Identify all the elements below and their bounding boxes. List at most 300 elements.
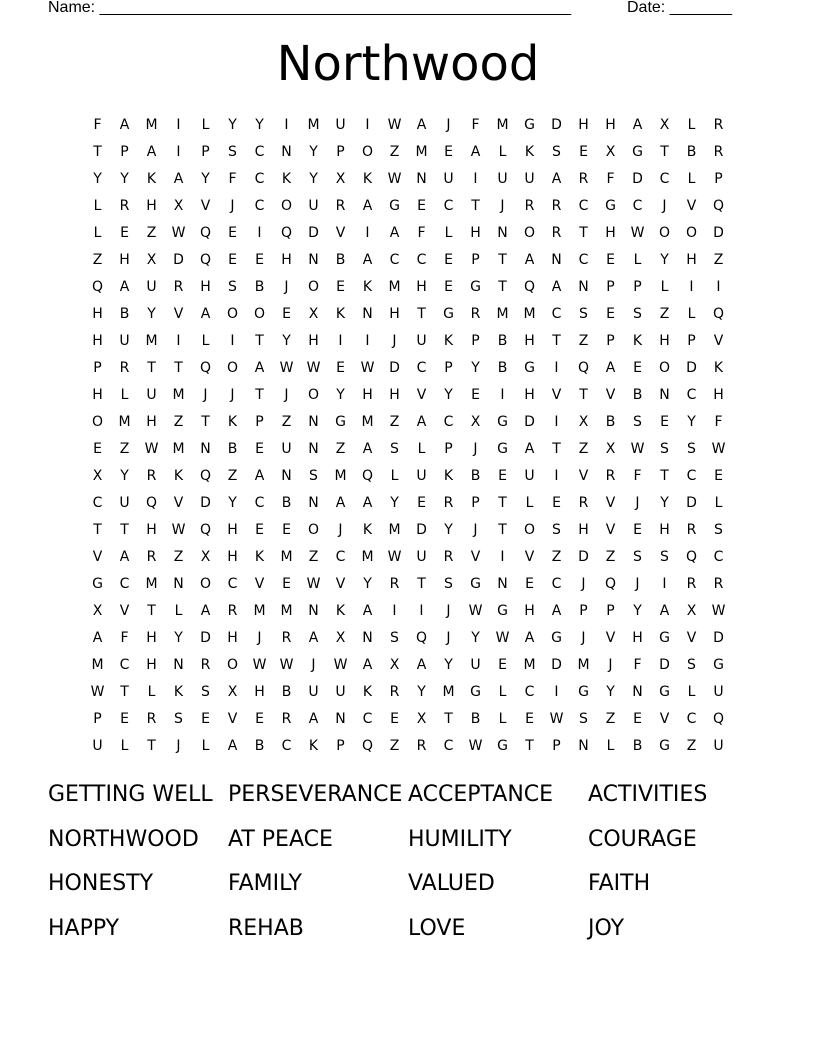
grid-letter: T — [255, 333, 264, 349]
grid-letter: S — [228, 279, 237, 295]
grid-letter: S — [579, 711, 588, 727]
grid-letter: K — [173, 684, 184, 700]
grid-letter: I — [500, 549, 505, 565]
grid-letter: X — [335, 630, 346, 646]
grid-letter: A — [659, 603, 670, 619]
grid-letter: B — [497, 360, 508, 376]
grid-letter: Z — [281, 414, 292, 430]
grid-letter: W — [630, 441, 645, 457]
grid-letter: E — [255, 711, 264, 727]
grid-letter: T — [147, 738, 156, 754]
grid-letter: H — [605, 117, 616, 133]
grid-letter: E — [255, 441, 264, 457]
grid-letter: M — [91, 657, 104, 673]
grid-letter: G — [659, 630, 670, 646]
grid-letter: S — [174, 711, 183, 727]
grid-letter: H — [362, 387, 373, 403]
grid-letter: F — [633, 468, 642, 484]
grid-letter: C — [443, 414, 454, 430]
grid-letter: A — [119, 117, 130, 133]
grid-letter: K — [173, 468, 184, 484]
grid-letter: S — [633, 306, 642, 322]
grid-letter: L — [390, 468, 399, 484]
grid-letter: F — [417, 225, 426, 241]
grid-letter: R — [551, 198, 562, 214]
grid-letter: Z — [227, 468, 238, 484]
grid-letter: Y — [309, 171, 318, 187]
grid-letter: T — [660, 468, 669, 484]
grid-letter: C — [686, 468, 697, 484]
grid-letter: L — [93, 198, 102, 214]
grid-letter: R — [173, 279, 184, 295]
grid-letter: Y — [660, 495, 669, 511]
grid-letter: S — [390, 441, 399, 457]
letter-grid — [84, 112, 732, 760]
grid-letter: E — [120, 225, 129, 241]
grid-letter: V — [173, 495, 184, 511]
grid-letter: S — [633, 414, 642, 430]
grid-letter: I — [554, 684, 559, 700]
grid-letter: Z — [335, 441, 346, 457]
grid-letter: N — [308, 603, 319, 619]
grid-letter: M — [172, 387, 185, 403]
grid-letter: A — [335, 495, 346, 511]
grid-letter: J — [581, 576, 586, 592]
grid-letter: Y — [201, 171, 210, 187]
puzzle-title: Northwood — [276, 36, 540, 92]
grid-letter: X — [605, 144, 616, 160]
grid-letter: J — [500, 198, 505, 214]
grid-letter: Q — [199, 468, 212, 484]
grid-letter: A — [362, 603, 373, 619]
grid-letter: C — [524, 684, 535, 700]
grid-letter: X — [92, 468, 103, 484]
grid-letter: C — [443, 738, 454, 754]
grid-letter: H — [605, 225, 616, 241]
grid-letter: N — [335, 711, 346, 727]
grid-letter: W — [549, 711, 564, 727]
grid-letter: N — [281, 468, 292, 484]
grid-letter: T — [417, 306, 426, 322]
grid-letter: Y — [120, 171, 129, 187]
grid-letter: M — [442, 684, 455, 700]
grid-letter: H — [146, 414, 157, 430]
grid-letter: R — [119, 360, 130, 376]
grid-letter: F — [606, 171, 615, 187]
grid-letter: E — [282, 306, 291, 322]
grid-letter: G — [389, 198, 400, 214]
grid-letter: C — [335, 549, 346, 565]
grid-letter: P — [336, 738, 345, 754]
grid-letter: N — [308, 414, 319, 430]
grid-letter: Z — [389, 144, 400, 160]
grid-letter: Z — [389, 738, 400, 754]
grid-letter: I — [176, 333, 181, 349]
grid-letter: A — [362, 441, 373, 457]
grid-letter: V — [713, 333, 724, 349]
grid-letter: Y — [282, 333, 291, 349]
grid-letter: N — [551, 252, 562, 268]
grid-letter: X — [146, 252, 157, 268]
grid-letter: L — [525, 495, 534, 511]
grid-letter: H — [254, 684, 265, 700]
grid-row — [84, 139, 732, 166]
grid-letter: L — [687, 171, 696, 187]
grid-letter: R — [443, 549, 454, 565]
grid-letter: O — [91, 414, 104, 430]
grid-letter: B — [686, 144, 697, 160]
grid-letter: S — [201, 684, 210, 700]
grid-letter: I — [419, 603, 424, 619]
grid-letter: W — [711, 603, 726, 619]
grid-letter: J — [635, 495, 640, 511]
grid-letter: H — [227, 630, 238, 646]
grid-letter: S — [633, 549, 642, 565]
grid-letter: L — [687, 117, 696, 133]
grid-letter: D — [200, 495, 211, 511]
word-bank-item: PERSEVERANCE — [228, 782, 403, 807]
grid-letter: V — [92, 549, 103, 565]
grid-letter: C — [119, 657, 130, 673]
grid-letter: R — [443, 495, 454, 511]
grid-letter: V — [605, 522, 616, 538]
grid-letter: V — [551, 387, 562, 403]
grid-letter: L — [687, 306, 696, 322]
grid-letter: B — [470, 468, 481, 484]
grid-letter: X — [227, 684, 238, 700]
grid-letter: A — [254, 468, 265, 484]
word-bank-item: FAITH — [588, 871, 651, 896]
grid-letter: Y — [174, 630, 183, 646]
grid-letter: O — [523, 522, 536, 538]
grid-letter: T — [525, 738, 534, 754]
grid-letter: E — [525, 576, 534, 592]
grid-letter: Q — [604, 576, 617, 592]
grid-letter: U — [335, 684, 346, 700]
date-field-label: Date: _______ — [627, 0, 732, 16]
grid-letter: H — [281, 252, 292, 268]
grid-letter: D — [686, 360, 697, 376]
grid-letter: H — [227, 522, 238, 538]
name-field-label: Name: _____________________________________________________ — [48, 0, 572, 16]
grid-letter: Q — [361, 468, 374, 484]
grid-row — [84, 112, 732, 139]
grid-letter: H — [713, 387, 724, 403]
grid-letter: C — [362, 711, 373, 727]
grid-letter: D — [578, 549, 589, 565]
grid-letter: U — [308, 684, 319, 700]
grid-letter: M — [388, 522, 401, 538]
grid-letter: E — [201, 711, 210, 727]
grid-row — [84, 652, 732, 679]
grid-letter: M — [172, 441, 185, 457]
grid-letter: A — [200, 603, 211, 619]
word-bank-item: JOY — [588, 915, 625, 941]
grid-letter: Z — [605, 549, 616, 565]
grid-letter: R — [686, 576, 697, 592]
grid-letter: L — [201, 333, 210, 349]
grid-letter: E — [336, 279, 345, 295]
grid-letter: V — [227, 711, 238, 727]
grid-letter: T — [201, 414, 210, 430]
grid-letter: H — [146, 198, 157, 214]
grid-letter: C — [686, 711, 697, 727]
grid-letter: V — [254, 576, 265, 592]
grid-letter: Z — [119, 441, 130, 457]
grid-letter: P — [606, 603, 615, 619]
word-bank-item: VALUED — [408, 871, 495, 896]
grid-letter: E — [444, 144, 453, 160]
grid-letter: I — [689, 279, 694, 295]
grid-letter: S — [309, 468, 318, 484]
grid-letter: K — [308, 738, 319, 754]
grid-letter: A — [308, 630, 319, 646]
grid-row — [84, 490, 732, 517]
word-bank-item: NORTHWOOD — [48, 826, 199, 852]
grid-letter: X — [416, 711, 427, 727]
grid-letter: H — [659, 333, 670, 349]
grid-letter: Y — [471, 630, 480, 646]
grid-letter: T — [120, 522, 129, 538]
grid-letter: L — [498, 711, 507, 727]
grid-letter: B — [281, 495, 292, 511]
grid-letter: O — [361, 144, 374, 160]
grid-letter: Y — [606, 684, 615, 700]
grid-letter: Y — [336, 387, 345, 403]
grid-letter: B — [470, 711, 481, 727]
grid-letter: M — [415, 144, 428, 160]
grid-letter: H — [119, 252, 130, 268]
grid-letter: W — [279, 657, 294, 673]
grid-letter: Y — [687, 414, 696, 430]
grid-letter: T — [93, 522, 102, 538]
grid-letter: R — [335, 198, 346, 214]
grid-letter: C — [578, 198, 589, 214]
grid-letter: I — [554, 360, 559, 376]
grid-letter: P — [93, 711, 102, 727]
grid-letter: W — [630, 225, 645, 241]
grid-letter: A — [254, 360, 265, 376]
grid-letter: G — [524, 360, 535, 376]
grid-letter: X — [389, 657, 400, 673]
grid-letter: C — [416, 252, 427, 268]
grid-letter: E — [444, 252, 453, 268]
grid-letter: Z — [389, 414, 400, 430]
grid-letter: I — [176, 144, 181, 160]
grid-letter: G — [524, 117, 535, 133]
grid-letter: N — [173, 657, 184, 673]
grid-letter: U — [146, 387, 157, 403]
grid-letter: X — [470, 414, 481, 430]
grid-letter: J — [257, 630, 262, 646]
grid-letter: T — [552, 333, 561, 349]
grid-letter: P — [444, 441, 453, 457]
grid-letter: E — [444, 279, 453, 295]
grid-letter: B — [119, 306, 130, 322]
grid-letter: W — [387, 117, 402, 133]
grid-letter: A — [551, 171, 562, 187]
grid-letter: L — [498, 144, 507, 160]
grid-letter: P — [633, 279, 642, 295]
grid-letter: E — [471, 387, 480, 403]
grid-letter: W — [360, 360, 375, 376]
grid-letter: M — [253, 603, 266, 619]
grid-letter: G — [659, 738, 670, 754]
grid-letter: J — [473, 441, 478, 457]
grid-letter: J — [284, 387, 289, 403]
grid-letter: Q — [280, 225, 293, 241]
grid-letter: H — [659, 522, 670, 538]
grid-letter: V — [686, 198, 697, 214]
grid-letter: W — [333, 657, 348, 673]
grid-letter: E — [255, 252, 264, 268]
grid-letter: W — [387, 171, 402, 187]
grid-letter: A — [119, 279, 130, 295]
grid-letter: Y — [444, 387, 453, 403]
grid-letter: C — [227, 576, 238, 592]
grid-letter: H — [146, 630, 157, 646]
grid-letter: I — [662, 576, 667, 592]
grid-letter: U — [308, 198, 319, 214]
grid-letter: U — [281, 441, 292, 457]
grid-letter: G — [470, 576, 481, 592]
grid-letter: H — [524, 387, 535, 403]
grid-letter: G — [470, 684, 481, 700]
grid-letter: G — [605, 198, 616, 214]
grid-letter: E — [390, 711, 399, 727]
grid-letter: H — [686, 252, 697, 268]
grid-row — [84, 274, 732, 301]
grid-letter: N — [497, 225, 508, 241]
grid-letter: C — [578, 252, 589, 268]
grid-letter: K — [335, 306, 346, 322]
grid-letter: E — [525, 711, 534, 727]
grid-letter: I — [284, 117, 289, 133]
grid-letter: J — [338, 522, 343, 538]
grid-letter: B — [335, 252, 346, 268]
grid-letter: E — [498, 657, 507, 673]
word-bank-item: HUMILITY — [408, 826, 512, 852]
grid-letter: R — [389, 576, 400, 592]
grid-letter: M — [118, 414, 131, 430]
grid-letter: P — [120, 144, 129, 160]
grid-letter: S — [552, 144, 561, 160]
grid-letter: G — [497, 603, 508, 619]
grid-letter: R — [470, 306, 481, 322]
grid-letter: L — [201, 738, 210, 754]
grid-letter: I — [176, 117, 181, 133]
grid-letter: K — [227, 414, 238, 430]
grid-letter: P — [579, 603, 588, 619]
grid-letter: O — [226, 657, 239, 673]
grid-letter: S — [687, 657, 696, 673]
grid-letter: K — [443, 468, 454, 484]
grid-letter: T — [579, 387, 588, 403]
grid-row — [84, 382, 732, 409]
grid-letter: E — [336, 360, 345, 376]
grid-letter: C — [416, 360, 427, 376]
grid-letter: W — [495, 630, 510, 646]
grid-letter: C — [119, 576, 130, 592]
grid-letter: A — [119, 549, 130, 565]
grid-letter: H — [524, 603, 535, 619]
grid-letter: P — [687, 333, 696, 349]
grid-letter: U — [92, 738, 103, 754]
grid-letter: M — [496, 306, 509, 322]
grid-letter: R — [551, 225, 562, 241]
grid-letter: A — [416, 117, 427, 133]
grid-letter: C — [551, 306, 562, 322]
grid-letter: A — [389, 225, 400, 241]
grid-letter: I — [365, 225, 370, 241]
grid-letter: K — [335, 603, 346, 619]
grid-letter: A — [173, 171, 184, 187]
grid-letter: U — [443, 171, 454, 187]
grid-letter: R — [578, 495, 589, 511]
grid-letter: J — [203, 387, 208, 403]
word-bank-item: GETTING WELL — [48, 782, 213, 807]
grid-letter: C — [686, 387, 697, 403]
grid-letter: X — [92, 603, 103, 619]
grid-letter: Y — [228, 117, 237, 133]
grid-letter: B — [632, 738, 643, 754]
grid-letter: J — [473, 522, 478, 538]
grid-letter: U — [524, 468, 535, 484]
grid-letter: Z — [686, 738, 697, 754]
grid-letter: Y — [228, 495, 237, 511]
grid-letter: Y — [390, 495, 399, 511]
grid-letter: C — [254, 171, 265, 187]
grid-letter: P — [471, 333, 480, 349]
grid-letter: A — [362, 252, 373, 268]
grid-row — [84, 544, 732, 571]
grid-letter: C — [551, 576, 562, 592]
grid-letter: C — [254, 198, 265, 214]
grid-letter: A — [92, 630, 103, 646]
grid-letter: H — [389, 306, 400, 322]
grid-letter: N — [281, 144, 292, 160]
grid-letter: G — [497, 414, 508, 430]
grid-letter: W — [468, 738, 483, 754]
word-bank-item: LOVE — [408, 915, 466, 941]
grid-letter: D — [308, 225, 319, 241]
grid-letter: Y — [417, 684, 426, 700]
word-bank-item: ACTIVITIES — [588, 782, 708, 807]
grid-letter: O — [307, 279, 320, 295]
grid-letter: I — [473, 171, 478, 187]
grid-letter: G — [497, 738, 508, 754]
grid-letter: T — [498, 495, 507, 511]
grid-letter: B — [281, 684, 292, 700]
grid-letter: L — [93, 225, 102, 241]
grid-letter: C — [389, 252, 400, 268]
grid-letter: E — [606, 306, 615, 322]
grid-letter: Z — [659, 306, 670, 322]
grid-row — [84, 733, 732, 760]
grid-letter: W — [468, 603, 483, 619]
grid-row — [84, 193, 732, 220]
grid-letter: E — [633, 522, 642, 538]
grid-letter: I — [230, 333, 235, 349]
grid-letter: J — [446, 603, 451, 619]
grid-letter: L — [633, 252, 642, 268]
grid-letter: W — [279, 360, 294, 376]
word-bank-item: HAPPY — [48, 915, 120, 941]
grid-letter: W — [144, 441, 159, 457]
grid-letter: I — [365, 333, 370, 349]
grid-letter: X — [335, 171, 346, 187]
grid-letter: Y — [120, 468, 129, 484]
